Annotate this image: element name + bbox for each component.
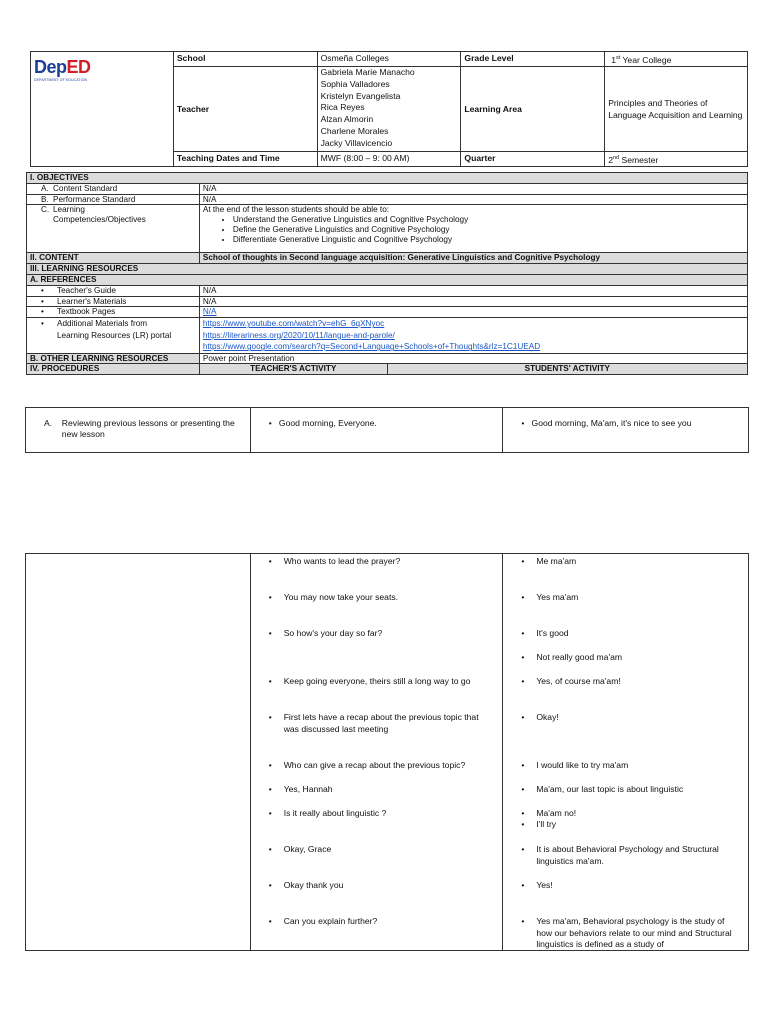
performance-standard-value: N/A xyxy=(199,194,747,205)
teachers-guide-label: • Teacher's Guide xyxy=(27,285,200,296)
teacher-line: • Who wants to lead the prayer? xyxy=(269,556,495,568)
dates-value: MWF (8:00 – 9: 00 AM) xyxy=(317,151,461,166)
student-line: • Okay! xyxy=(521,712,740,724)
literariness-link[interactable]: https://literariness.org/2020/10/11/langue-and-parole/ xyxy=(202,330,395,340)
teacher-line: • Who can give a recap about the previous topic? xyxy=(269,760,495,772)
teacher-line: • Yes, Hannah xyxy=(269,784,495,796)
student-line: • Ma'am, our last topic is about linguistic xyxy=(521,784,740,796)
textbook-value[interactable] xyxy=(199,307,747,318)
teacher-line: • First lets have a recap about the previous topic that was discussed last meeting xyxy=(269,712,495,735)
quarter-label: Quarter xyxy=(461,151,605,166)
competency-item: • Differentiate Generative Linguistic and Cognitive Psychology xyxy=(233,235,744,245)
student-line: • Yes ma'am xyxy=(521,592,740,604)
google-search-link[interactable]: https://www.google.com/search?q=Second+Language+Schools+of+Thoughts&rlz=1C1UEAD xyxy=(202,342,541,352)
teacher-dialogue xyxy=(250,554,503,951)
other-resources-value: Power point Presentation xyxy=(199,353,747,364)
student-line: • Yes, of course ma'am! xyxy=(521,676,740,688)
textbook-label: • Textbook Pages xyxy=(27,307,200,318)
teachers-guide-value: N/A xyxy=(199,285,747,296)
teacher-activity-heading: TEACHER'S ACTIVITY xyxy=(199,364,387,375)
additional-materials-label: • Additional Materials from Learning Resources (LR) portal xyxy=(27,318,200,354)
performance-standard-label: B. Performance Standard xyxy=(27,194,200,205)
textbook-link[interactable]: N/A xyxy=(202,307,217,317)
competencies-label: C. Learning Competencies/Objectives xyxy=(27,205,200,253)
objectives-heading: I. OBJECTIVES xyxy=(27,173,748,184)
references-heading: A. REFERENCES xyxy=(27,274,748,285)
other-resources-heading: B. OTHER LEARNING RESOURCES xyxy=(27,353,200,364)
content-value: School of thoughts in Second language acquisition: Generative Linguistics and Cognitive Psychology xyxy=(199,253,747,264)
grade-level-value: 1st Year College xyxy=(605,52,748,67)
lesson-plan-table xyxy=(26,172,748,375)
row-a-teacher: • Good morning, Everyone. xyxy=(250,408,503,453)
teacher-line: • Okay thank you xyxy=(269,880,495,892)
school-value: Osmeña Colleges xyxy=(317,52,461,67)
row-a-label: A. Reviewing previous lessons or presenting the new lesson xyxy=(26,408,251,453)
youtube-link[interactable]: https://www.youtube.com/watch?v=ehG_6qXNyoc xyxy=(202,319,385,329)
student-line: • Ma'am no! xyxy=(521,808,740,820)
dates-label: Teaching Dates and Time xyxy=(173,151,317,166)
student-line: • It's good xyxy=(521,628,740,640)
learning-area-value: Principles and Theories of Language Acquisition and Learning xyxy=(605,67,748,152)
teacher-label: Teacher xyxy=(173,67,317,152)
student-activity-heading: STUDENTS' ACTIVITY xyxy=(387,364,747,375)
student-line: • Me ma'am xyxy=(521,556,740,568)
grade-level-label: Grade Level xyxy=(461,52,605,67)
header-table xyxy=(30,51,748,167)
learning-area-label: Learning Area xyxy=(461,67,605,152)
competency-item: • Understand the Generative Linguistics and Cognitive Psychology xyxy=(233,215,744,225)
student-dialogue xyxy=(503,554,749,951)
student-line: • I would like to try ma'am xyxy=(521,760,740,772)
student-line: • Yes ma'am, Behavioral psychology is the study of how our behaviors relate to our mind and Structural linguistics is defined as a study of xyxy=(521,916,740,951)
teacher-list: Gabriela Marie Manacho Sophia Valladores Kristelyn Evangelista Rica Reyes Alzan Almorin Charlene Morales Jacky Villavicencio xyxy=(317,67,461,152)
teacher-line: • Okay, Grace xyxy=(269,844,495,856)
competencies-value: At the end of the lesson students should be able to: • Understand the Generative Linguistics and Cognitive Psychology • Define the Generative Linguistics and Cognitive Psychology • Differentiate Generative Linguistic and Cognitive Psychology xyxy=(199,205,747,253)
teacher-line: • Keep going everyone, theirs still a long way to go xyxy=(269,676,495,688)
learners-materials-value: N/A xyxy=(199,296,747,307)
teacher-line: • Is it really about linguistic ? xyxy=(269,808,495,820)
teacher-line: • Can you explain further? xyxy=(269,916,495,928)
row-a-student: • Good morning, Ma'am, it's nice to see you xyxy=(503,408,749,453)
dialogue-label-cell xyxy=(26,554,251,951)
procedure-row-a xyxy=(25,407,749,453)
quarter-value: 2nd Semester xyxy=(605,151,748,166)
deped-logo: DepED DEPARTMENT OF EDUCATION xyxy=(34,57,91,82)
procedures-heading: IV. PROCEDURES xyxy=(27,364,200,375)
student-line: • Yes! xyxy=(521,880,740,892)
additional-materials-links xyxy=(199,318,747,354)
student-line: • Not really good ma'am xyxy=(521,652,740,664)
learners-materials-label: • Learner's Materials xyxy=(27,296,200,307)
content-standard-value: N/A xyxy=(199,183,747,194)
student-line: • It is about Behavioral Psychology and Structural linguistics ma'am. xyxy=(521,844,740,867)
competency-item: • Define the Generative Linguistics and Cognitive Psychology xyxy=(233,225,744,235)
content-standard-label: A. Content Standard xyxy=(27,183,200,194)
learning-resources-heading: III. LEARNING RESOURCES xyxy=(27,264,748,275)
teacher-line: • So how's your day so far? xyxy=(269,628,495,640)
dialogue-table xyxy=(25,553,749,951)
school-label: School xyxy=(173,52,317,67)
teacher-line: • You may now take your seats. xyxy=(269,592,495,604)
content-heading: II. CONTENT xyxy=(27,253,200,264)
student-line: • I'll try xyxy=(521,819,740,831)
